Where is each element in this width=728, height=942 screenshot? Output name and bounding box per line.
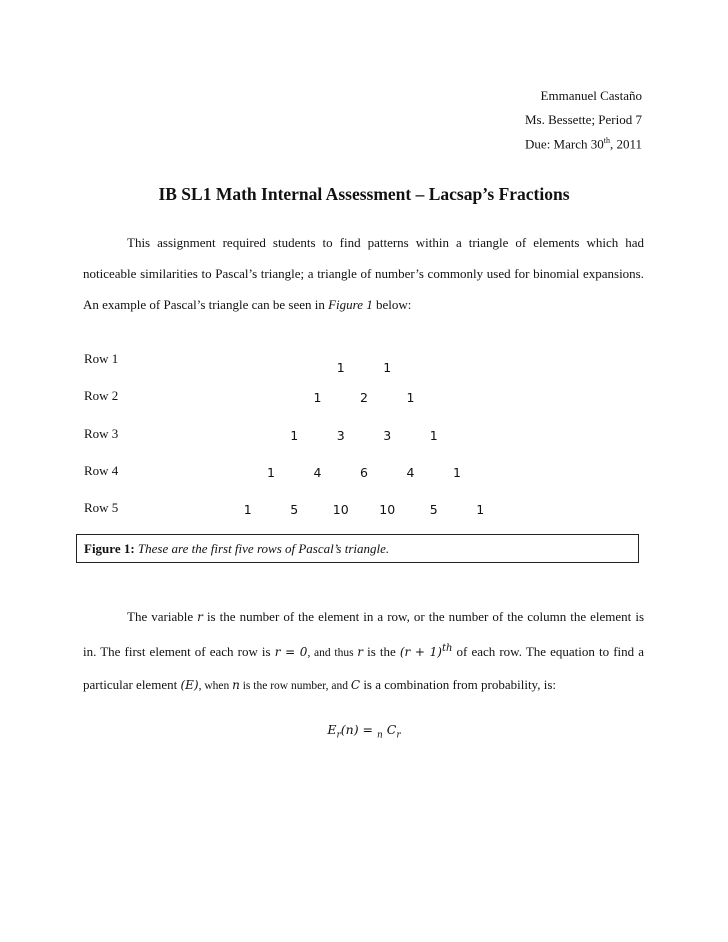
- due-date: [525, 136, 642, 152]
- var-r-2: r: [357, 645, 364, 659]
- teacher-period: Ms. Bessette; Period 7: [525, 112, 642, 127]
- eq-pre-sub: n: [377, 730, 383, 741]
- figure-caption: [84, 541, 389, 557]
- triangle-element-r2-c1: 1: [313, 390, 322, 405]
- triangle-element-r5-c3: 10: [332, 502, 349, 517]
- triangle-element-r3-c3: 3: [383, 428, 392, 443]
- p2-s2: is the number of the element in a row, or the number of the column the element is in. The first element of each row is: [83, 609, 645, 659]
- triangle-element-r3-c4: 1: [429, 428, 438, 443]
- eq-lhs: E: [327, 722, 337, 737]
- triangle-element-r5-c2: 5: [290, 502, 299, 517]
- triangle-element-r4-c5: 1: [453, 465, 461, 480]
- triangle-element-r3-c1: 1: [290, 428, 299, 443]
- row-label-4: Row 4: [84, 463, 119, 478]
- triangle-element-r5-c4: 10: [379, 502, 396, 517]
- intro-paragraph: [83, 227, 644, 320]
- p2-s5: of each row. The equation to find a particular element: [83, 644, 645, 692]
- expr-r-plus-1-base: (r + 1): [399, 645, 442, 659]
- p2-s3: , and thus: [307, 647, 358, 659]
- author-name: Emmanuel Castaño: [540, 88, 642, 103]
- triangle-element-r3-c2: 3: [336, 428, 345, 443]
- p2-s1: The variable: [127, 609, 198, 624]
- document-title: IB SL1 Math Internal Assessment – Lacsap’s Fractions: [158, 184, 570, 204]
- triangle-element-r1-c2: 1: [383, 360, 392, 375]
- p2-s6: , when: [198, 680, 233, 692]
- row-label-5: Row 5: [84, 500, 119, 515]
- due-date-suffix: , 2011: [609, 136, 642, 152]
- triangle-element-r5-c1: 1: [243, 502, 252, 517]
- eq-mid: (n) =: [340, 722, 377, 737]
- figure-reference: Figure 1: [328, 297, 373, 312]
- triangle-element-r2-c3: 1: [406, 390, 415, 405]
- triangle-element-r5-c6: 1: [476, 502, 485, 517]
- eq-rhs: C: [382, 722, 397, 737]
- triangle-element-r2-c2: 2: [360, 390, 368, 405]
- combination-equation: [0, 722, 728, 741]
- due-date-sup: th: [603, 136, 610, 145]
- var-C: C: [350, 678, 361, 692]
- eq-rhs-sub: r: [396, 730, 401, 741]
- caption-label: Figure 1:: [84, 541, 135, 556]
- var-E: (E): [180, 678, 199, 692]
- row-label-2: Row 2: [84, 388, 119, 403]
- due-date-prefix: Due: March 30: [525, 136, 604, 152]
- p2-s7: is the row number, and: [239, 680, 351, 692]
- caption-text: These are the first five rows of Pascal’s triangle.: [134, 541, 390, 556]
- p2-s8: is a combination from probability, is:: [360, 677, 556, 692]
- expr-r-plus-1: [400, 645, 453, 659]
- triangle-element-r4-c1: 1: [267, 465, 275, 480]
- intro-text: This assignment required students to find patterns within a triangle of elements which had noticeable similarities to Pascal’s triangle; a triangle of number’s commonly used for binomial expansions. An example of Pascal’s triangle can be seen in: [83, 235, 644, 312]
- var-n: n: [232, 678, 240, 692]
- expr-th: th: [441, 643, 453, 654]
- row-label-1: Row 1: [84, 351, 119, 366]
- row-label-3: Row 3: [84, 426, 119, 441]
- triangle-element-r1-c1: 1: [336, 360, 345, 375]
- p2-s4: is the: [363, 644, 400, 659]
- expr-r0: r = 0: [274, 645, 308, 659]
- variable-paragraph: [83, 601, 644, 702]
- triangle-element-r4-c2: 4: [313, 465, 322, 480]
- triangle-element-r4-c3: 6: [360, 465, 368, 480]
- triangle-element-r5-c5: 5: [429, 502, 438, 517]
- var-r: r: [197, 610, 203, 624]
- intro-tail: below:: [372, 297, 412, 312]
- eq-lhs-sub: r: [336, 730, 341, 741]
- triangle-element-r4-c4: 4: [406, 465, 415, 480]
- figure-caption-box: [76, 534, 639, 563]
